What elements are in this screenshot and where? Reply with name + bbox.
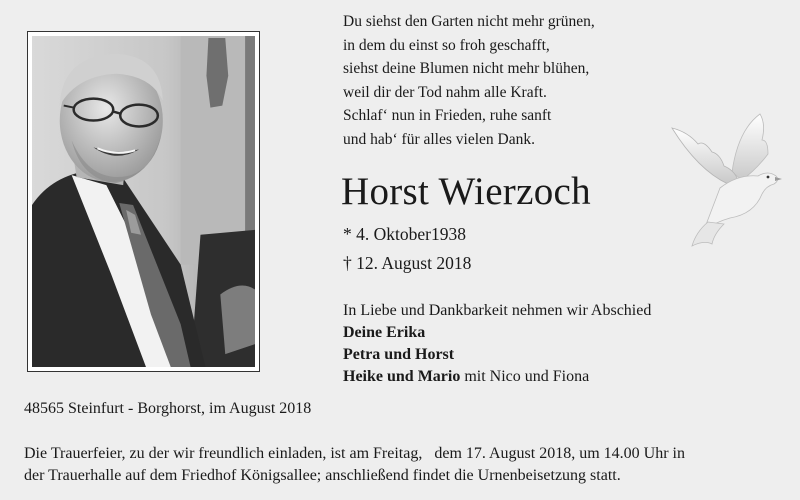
birth-date: * 4. Oktober1938: [343, 224, 466, 244]
mourner-line: [343, 366, 651, 388]
poem-line: siehst deine Blumen nicht mehr blühen,: [343, 60, 590, 77]
death-date: † 12. August 2018: [343, 253, 472, 273]
poem-line: in dem du einst so froh geschafft,: [343, 36, 550, 54]
poem-line: weil dir der Tod nahm alle Kraft.: [343, 83, 547, 101]
poem-line: Schlaf‘ nun in Frieden, ruhe sanft: [343, 107, 552, 124]
mourner-extra: mit Nico und Fiona: [460, 368, 590, 385]
service-info: [24, 443, 685, 487]
portrait-image: [32, 36, 255, 367]
mourners: [343, 300, 651, 388]
poem: [343, 10, 595, 151]
mourner-name: Deine Erika: [343, 324, 426, 341]
service-line: der Trauerhalle auf dem Friedhof Königsallee; anschließend findet die Urnenbeisetzung statt.: [24, 467, 621, 484]
poem-line: und hab‘ für alles vielen Dank.: [343, 130, 535, 148]
dove-icon: [668, 110, 788, 250]
portrait-photo: [27, 31, 260, 372]
service-line: Die Trauerfeier, zu der wir freundlich einladen, ist am Freitag, dem 17. August 2018, um 14.00 Uhr in: [24, 445, 685, 462]
poem-line: Du siehst den Garten nicht mehr grünen,: [343, 13, 595, 30]
life-dates: [343, 220, 471, 278]
mourner-name: Heike und Mario: [343, 368, 461, 385]
mourner-name: Petra und Horst: [343, 346, 455, 363]
place-and-date: 48565 Steinfurt - Borghorst, im August 2018: [24, 400, 312, 417]
deceased-name: Horst Wierzoch: [341, 170, 591, 213]
farewell-intro: In Liebe und Dankbarkeit nehmen wir Abschied: [343, 302, 652, 319]
